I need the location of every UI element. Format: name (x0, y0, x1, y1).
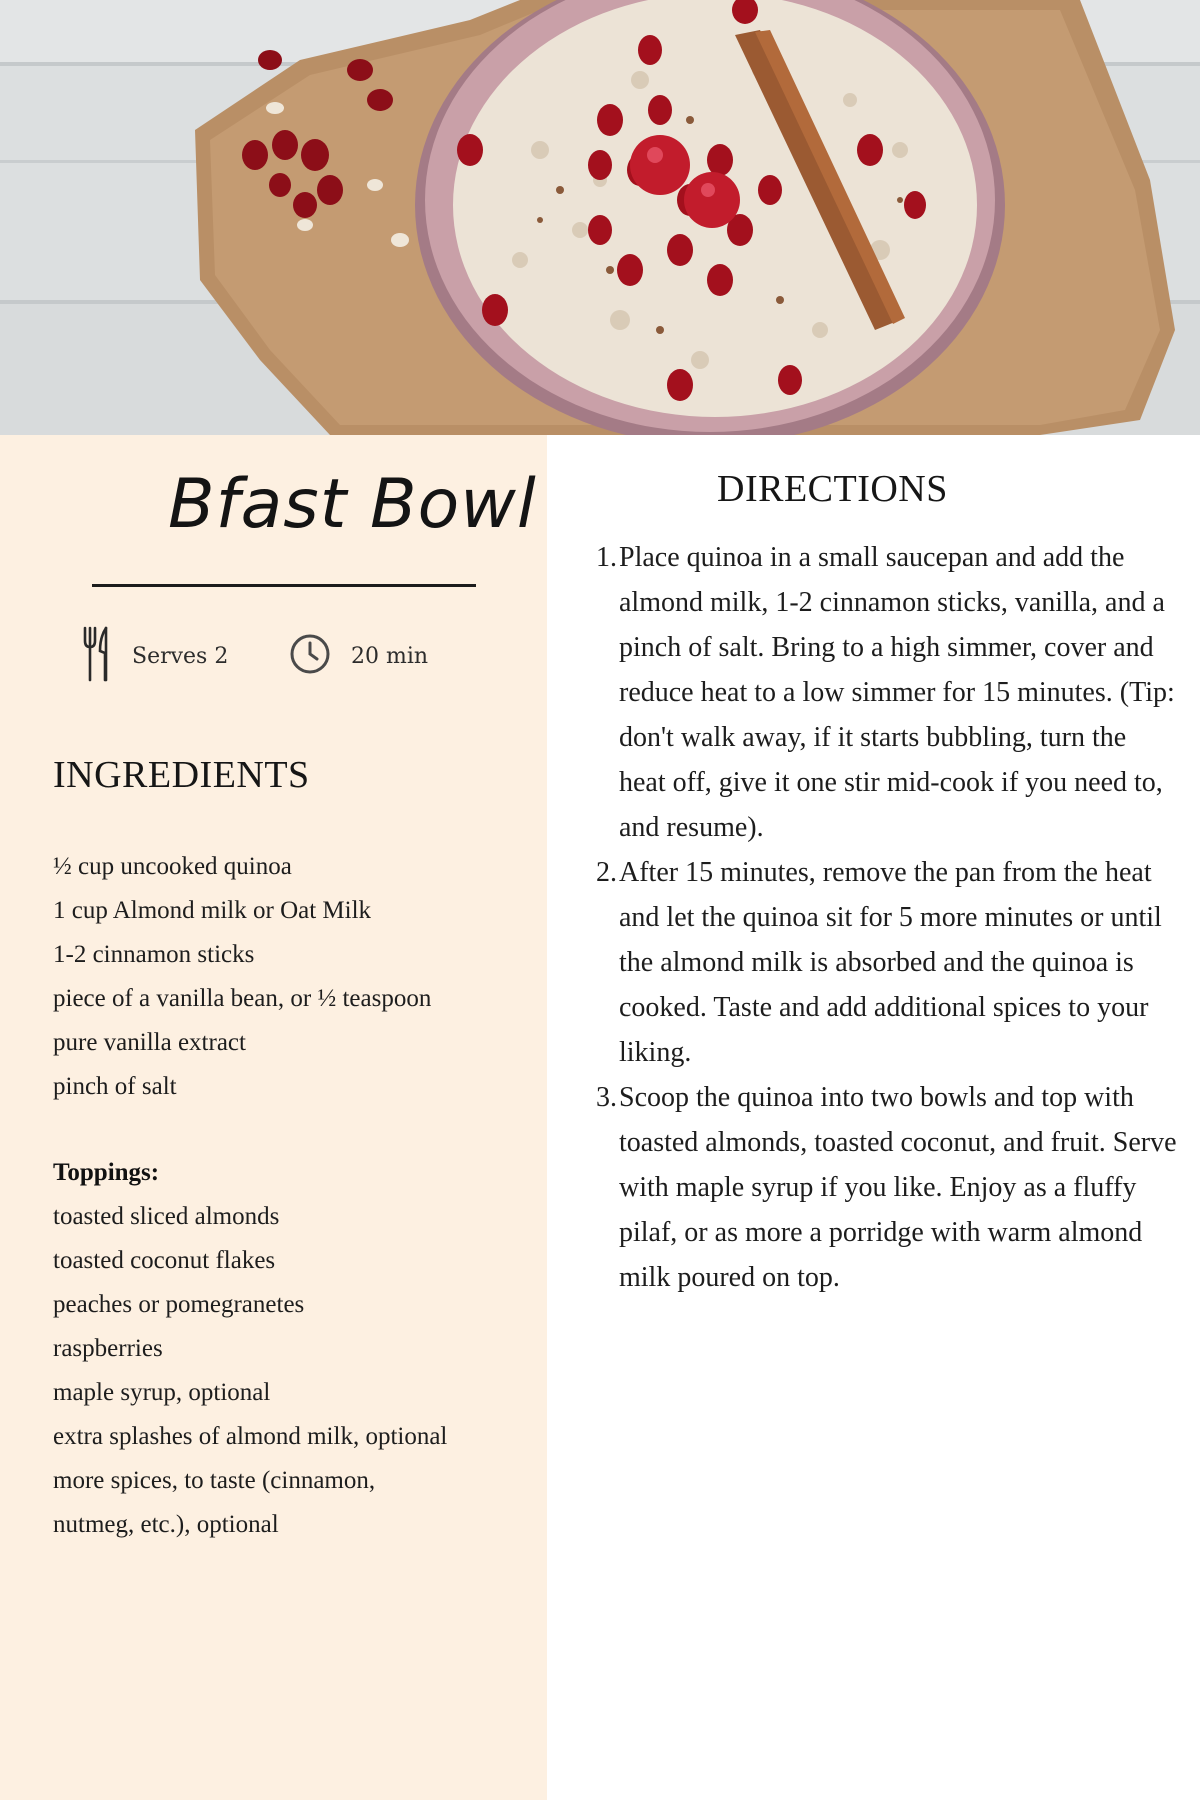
clock-icon (289, 633, 331, 679)
serves-label: Serves 2 (132, 643, 229, 669)
ingredient-item: 1-2 cinnamon sticks (53, 941, 255, 968)
step-text: Scoop the quinoa into two bowls and top with toasted almonds, toasted coconut, and fruit. Serve with maple syrup if you like. Enjoy as a fluffy pilaf, or as more a porridge with warm almond milk poured on top. (619, 1082, 1177, 1293)
ingredients-heading: INGREDIENTS (53, 754, 310, 796)
time-label: 20 min (351, 643, 429, 669)
direction-step (597, 1075, 1177, 1300)
topping-item: maple syrup, optional (53, 1379, 271, 1406)
step-number: 1. (596, 542, 617, 573)
ingredient-item: pure vanilla extract (53, 1029, 246, 1056)
directions-list (597, 535, 1177, 1300)
topping-item: toasted coconut flakes (53, 1247, 276, 1274)
topping-item: extra splashes of almond milk, optional (53, 1423, 448, 1450)
directions-panel (547, 435, 1200, 1800)
toppings-heading: Toppings: (53, 1159, 160, 1186)
ingredient-item: ½ cup uncooked quinoa (53, 853, 292, 880)
toppings-list (53, 1195, 533, 1547)
step-number: 3. (596, 1082, 617, 1113)
ingredient-item: 1 cup Almond milk or Oat Milk (53, 897, 372, 924)
topping-item: nutmeg, etc.), optional (53, 1511, 279, 1538)
recipe-title: Bfast Bowl (168, 465, 537, 544)
fork-knife-icon (82, 625, 112, 687)
topping-item: raspberries (53, 1335, 163, 1362)
hero-photo (0, 0, 1200, 435)
oatmeal-bowl-photo (0, 0, 1200, 435)
time-info (289, 628, 428, 684)
topping-item: toasted sliced almonds (53, 1203, 280, 1230)
ingredient-item: piece of a vanilla bean, or ½ teaspoon (53, 985, 432, 1012)
step-text: After 15 minutes, remove the pan from the heat and let the quinoa sit for 5 more minutes or until the almond milk is absorbed and the quinoa is cooked. Taste and add additional spices to your liking. (619, 857, 1162, 1068)
directions-heading: DIRECTIONS (717, 468, 948, 510)
step-text: Place quinoa in a small saucepan and add the almond milk, 1-2 cinnamon sticks, vanilla, and a pinch of salt. Bring to a high simmer, cover and reduce heat to a low simmer for 15 minutes. (Tip: don't walk away, if it starts bubbling, turn the heat off, give it one stir mid-cook if you need to, and resume). (619, 542, 1175, 843)
ingredients-panel (0, 435, 547, 1800)
direction-step (597, 850, 1177, 1075)
topping-item: peaches or pomegranetes (53, 1291, 305, 1318)
step-number: 2. (596, 857, 617, 888)
topping-item: more spices, to taste (cinnamon, (53, 1467, 376, 1494)
ingredients-list (53, 845, 523, 1109)
direction-step (597, 535, 1177, 850)
title-divider (92, 584, 476, 587)
ingredient-item: pinch of salt (53, 1073, 177, 1100)
serves-info (82, 628, 228, 684)
